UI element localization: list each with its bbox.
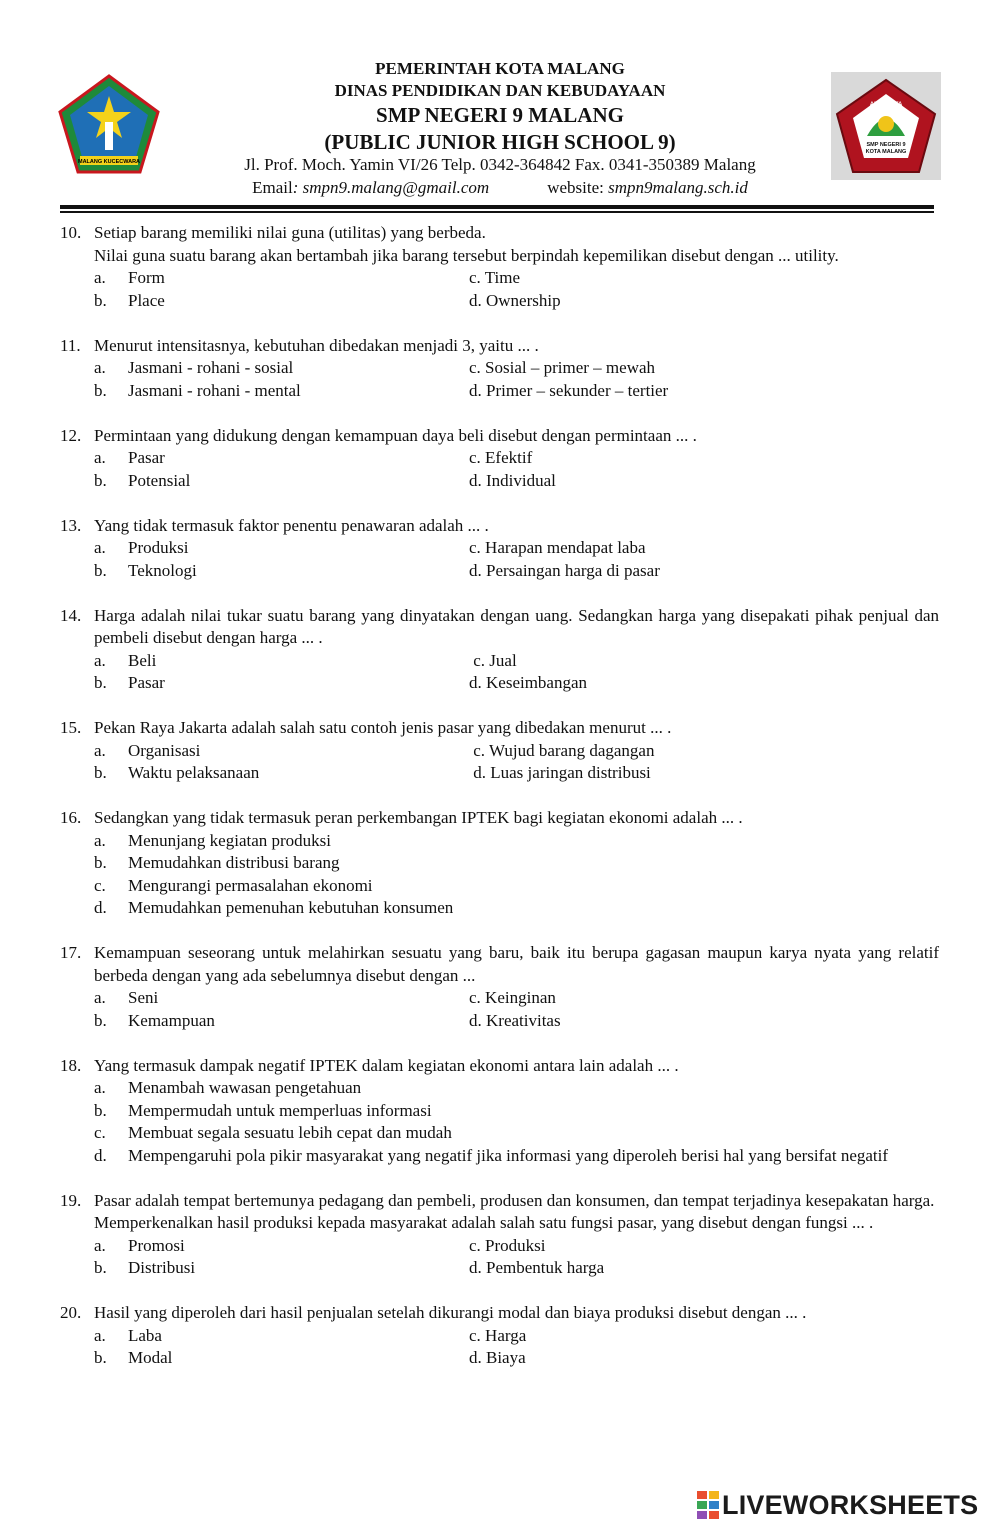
header-divider-thick xyxy=(60,205,934,209)
option-letter: a. xyxy=(94,1235,106,1255)
option-row xyxy=(0,560,1000,583)
option-b[interactable]: Teknologi xyxy=(128,560,197,580)
option-letter: b. xyxy=(94,853,107,872)
option-c[interactable]: c. Jual xyxy=(469,650,517,670)
question-text: Sedangkan yang tidak termasuk peran perkembangan IPTEK bagi kegiatan ekonomi adalah ... . xyxy=(94,808,743,827)
option-row xyxy=(0,762,1000,785)
option-a[interactable]: Menunjang kegiatan produksi xyxy=(128,830,332,850)
question-12 xyxy=(0,425,1000,493)
brand-name: LIVEWORKSHEETS xyxy=(722,1489,979,1520)
option-letter: c. xyxy=(94,1123,106,1142)
option-b[interactable]: Memudahkan distribusi barang xyxy=(128,853,340,872)
emblem-motto: MALANG KUCECWARA xyxy=(77,159,141,165)
option-row xyxy=(0,1257,1000,1280)
letterhead xyxy=(0,0,1000,215)
option-b[interactable]: Distribusi xyxy=(128,1258,196,1277)
option-d[interactable]: d. Ownership xyxy=(469,290,561,310)
question-number: 20. xyxy=(60,1303,82,1322)
question-text: Yang termasuk dampak negatif IPTEK dalam kegiatan ekonomi antara lain adalah ... . xyxy=(94,1055,679,1075)
option-letter: d. xyxy=(94,1145,107,1165)
option-b[interactable]: Modal xyxy=(128,1348,173,1367)
option-letter: b. xyxy=(94,1100,107,1120)
option-row xyxy=(0,897,1000,920)
option-letter: b. xyxy=(94,1348,107,1367)
option-b[interactable]: Mempermudah untuk memperluas informasi xyxy=(128,1100,432,1120)
question-text: Yang tidak termasuk faktor penentu penawaran adalah ... . xyxy=(94,515,489,535)
option-a[interactable]: Pasar xyxy=(128,448,165,467)
option-b[interactable]: Pasar xyxy=(128,673,165,692)
question-text: Memperkenalkan hasil produksi kepada masyarakat adalah salah satu fungsi pasar, yang disebut dengan fungsi ... . xyxy=(94,1213,874,1232)
option-a[interactable]: Seni xyxy=(128,988,159,1007)
option-row xyxy=(94,1145,939,1168)
option-row xyxy=(0,1100,1000,1123)
option-d[interactable]: d. Pembentuk harga xyxy=(469,1258,605,1277)
question-text: Permintaan yang didukung dengan kemampuan daya beli disebut dengan permintaan ... . xyxy=(94,425,697,445)
option-b[interactable]: Waktu pelaksanaan xyxy=(128,763,260,782)
option-letter: a. xyxy=(94,448,106,467)
option-letter: d. xyxy=(94,898,107,917)
question-text: Hasil yang diperoleh dari hasil penjualan setelah dikurangi modal dan biaya produksi disebut dengan ... . xyxy=(94,1303,807,1322)
option-c[interactable]: c. Produksi xyxy=(469,1235,546,1255)
liveworksheets-logo-icon xyxy=(697,1491,719,1519)
option-c[interactable]: Mengurangi permasalahan ekonomi xyxy=(128,875,373,895)
school-emblem-icon xyxy=(831,72,941,180)
question-18 xyxy=(0,1055,1000,1168)
option-row xyxy=(0,852,1000,875)
option-c[interactable]: c. Time xyxy=(469,268,521,287)
header-school-name-en: (PUBLIC JUNIOR HIGH SCHOOL 9) xyxy=(324,130,676,154)
question-text: Setiap barang memiliki nilai guna (utilitas) yang berbeda. xyxy=(94,223,486,242)
option-row xyxy=(0,1077,1000,1100)
question-number: 18. xyxy=(60,1055,82,1075)
question-number: 13. xyxy=(60,515,82,535)
question-text: Harga adalah nilai tukar suatu barang yang dinyatakan dengan uang. Sedangkan harga yang disepakati pihak penjual dan pembeli disebut dengan harga ... . xyxy=(94,605,939,647)
question-11 xyxy=(0,335,1000,403)
option-d[interactable]: d. Primer – sekunder – tertier xyxy=(469,380,669,400)
option-letter: a. xyxy=(94,268,106,287)
option-letter: b. xyxy=(94,673,107,692)
option-a[interactable]: Menambah wawasan pengetahuan xyxy=(128,1078,362,1097)
option-c[interactable]: c. Harapan mendapat laba xyxy=(469,538,646,557)
option-d[interactable]: d. Persaingan harga di pasar xyxy=(469,560,660,580)
question-19 xyxy=(0,1190,1000,1280)
option-c[interactable]: c. Keinginan xyxy=(469,988,556,1007)
question-17 xyxy=(0,942,1000,1032)
website-value: smpn9malang.sch.id xyxy=(608,178,748,197)
emblem-school-text: SMP NEGERI 9 xyxy=(866,142,906,148)
option-letter: b. xyxy=(94,1258,107,1277)
option-letter: b. xyxy=(94,380,107,400)
question-text: Nilai guna suatu barang akan bertambah jika barang tersebut berpindah kepemilikan disebut dengan ... utility. xyxy=(94,245,839,265)
option-a[interactable]: Produksi xyxy=(128,538,189,557)
question-number: 10. xyxy=(60,223,82,242)
option-d[interactable]: d. Luas jaringan distribusi xyxy=(469,763,651,782)
option-d[interactable]: d. Keseimbangan xyxy=(469,673,588,692)
option-letter: a. xyxy=(94,830,106,850)
option-row xyxy=(0,1325,1000,1348)
option-row xyxy=(0,875,1000,898)
question-14 xyxy=(0,605,1000,695)
header-department: DINAS PENDIDIKAN DAN KEBUDAYAAN xyxy=(334,81,666,100)
question-number: 14. xyxy=(60,605,82,625)
option-letter: b. xyxy=(94,560,107,580)
option-c[interactable]: c. Harga xyxy=(469,1325,527,1345)
emblem-arc-text: ADIWIYATA xyxy=(869,102,903,108)
option-c[interactable]: Membuat segala sesuatu lebih cepat dan mudah xyxy=(128,1123,452,1142)
option-row xyxy=(0,672,1000,695)
question-text: Menurut intensitasnya, kebutuhan dibedakan menjadi 3, yaitu ... . xyxy=(94,335,539,355)
option-row xyxy=(0,987,1000,1010)
emblem-city-text: KOTA MALANG xyxy=(865,149,907,155)
question-text: Kemampuan seseorang untuk melahirkan sesuatu yang baru, baik itu berupa gagasan maupun karya nyata yang relatif berbeda dengan yang ada sebelumnya disebut dengan ... xyxy=(94,943,939,985)
question-number: 16. xyxy=(60,808,82,827)
option-row xyxy=(0,357,1000,380)
question-16 xyxy=(0,807,1000,920)
option-letter: a. xyxy=(94,988,106,1007)
header-address: Jl. Prof. Moch. Yamin VI/26 Telp. 0342-364842 Fax. 0341-350389 Malang xyxy=(244,155,756,174)
email-label: Email xyxy=(252,178,293,197)
option-row xyxy=(0,470,1000,493)
option-d[interactable]: d. Biaya xyxy=(469,1348,526,1367)
option-row xyxy=(0,650,1000,673)
header-divider-thin xyxy=(60,211,934,213)
option-letter: b. xyxy=(94,470,107,490)
option-letter: a. xyxy=(94,358,106,377)
question-number: 17. xyxy=(60,943,82,962)
question-number: 15. xyxy=(60,718,82,737)
option-row xyxy=(0,267,1000,290)
header-school-name: SMP NEGERI 9 MALANG xyxy=(376,103,624,127)
option-a[interactable]: Laba xyxy=(128,1325,162,1345)
option-row xyxy=(0,1010,1000,1033)
option-letter: a. xyxy=(94,740,106,760)
option-b[interactable]: Place xyxy=(128,290,165,310)
option-d[interactable]: Mempengaruhi pola pikir masyarakat yang negatif jika informasi yang diperoleh berisi hal yang bersifat negatif xyxy=(128,1145,889,1165)
question-10 xyxy=(0,222,1000,312)
question-20 xyxy=(0,1302,1000,1370)
option-letter: a. xyxy=(94,538,106,557)
option-letter: b. xyxy=(94,763,107,782)
option-a[interactable]: Jasmani - rohani - sosial xyxy=(128,358,294,377)
option-b[interactable]: Jasmani - rohani - mental xyxy=(128,380,301,400)
option-d[interactable]: d. Individual xyxy=(469,470,556,490)
option-row xyxy=(0,290,1000,313)
question-number: 12. xyxy=(60,425,82,445)
option-d[interactable]: Memudahkan pemenuhan kebutuhan konsumen xyxy=(128,898,454,917)
option-row xyxy=(0,1235,1000,1258)
question-number: 11. xyxy=(60,335,81,355)
option-letter: a. xyxy=(94,650,106,670)
option-row xyxy=(0,447,1000,470)
option-letter: c. xyxy=(94,875,106,895)
question-13 xyxy=(0,515,1000,583)
option-row xyxy=(0,537,1000,560)
option-c[interactable]: c. Efektif xyxy=(469,448,533,467)
option-d[interactable]: d. Kreativitas xyxy=(469,1010,561,1030)
option-a[interactable]: Organisasi xyxy=(128,740,201,760)
option-a[interactable]: Promosi xyxy=(128,1235,185,1255)
option-a[interactable]: Beli xyxy=(128,650,157,670)
option-row xyxy=(0,380,1000,403)
option-c[interactable]: c. Wujud barang dagangan xyxy=(469,740,655,760)
option-row xyxy=(0,1347,1000,1370)
header-contact xyxy=(0,178,1000,198)
question-number: 19. xyxy=(60,1190,82,1210)
option-row xyxy=(0,740,1000,763)
option-letter: a. xyxy=(94,1078,106,1097)
option-b[interactable]: Potensial xyxy=(128,470,191,490)
option-letter: b. xyxy=(94,1010,107,1030)
website-label: website: xyxy=(547,178,609,197)
option-letter: a. xyxy=(94,1325,106,1345)
question-list xyxy=(0,222,1000,1392)
option-row xyxy=(0,1122,1000,1145)
question-15 xyxy=(0,717,1000,785)
header-government: PEMERINTAH KOTA MALANG xyxy=(375,59,625,78)
option-letter: b. xyxy=(94,290,107,310)
email-value: : smpn9.malang@gmail.com xyxy=(292,178,490,197)
option-c[interactable]: c. Sosial – primer – mewah xyxy=(469,358,656,377)
question-text: Pekan Raya Jakarta adalah salah satu contoh jenis pasar yang dibedakan menurut ... . xyxy=(94,718,672,737)
question-text: Pasar adalah tempat bertemunya pedagang dan pembeli, produsen dan konsumen, dan tempat terjadinya kesepakatan harga. xyxy=(94,1190,935,1210)
option-row xyxy=(0,830,1000,853)
option-b[interactable]: Kemampuan xyxy=(128,1010,215,1030)
liveworksheets-brand[interactable] xyxy=(697,1485,978,1525)
option-a[interactable]: Form xyxy=(128,268,165,287)
